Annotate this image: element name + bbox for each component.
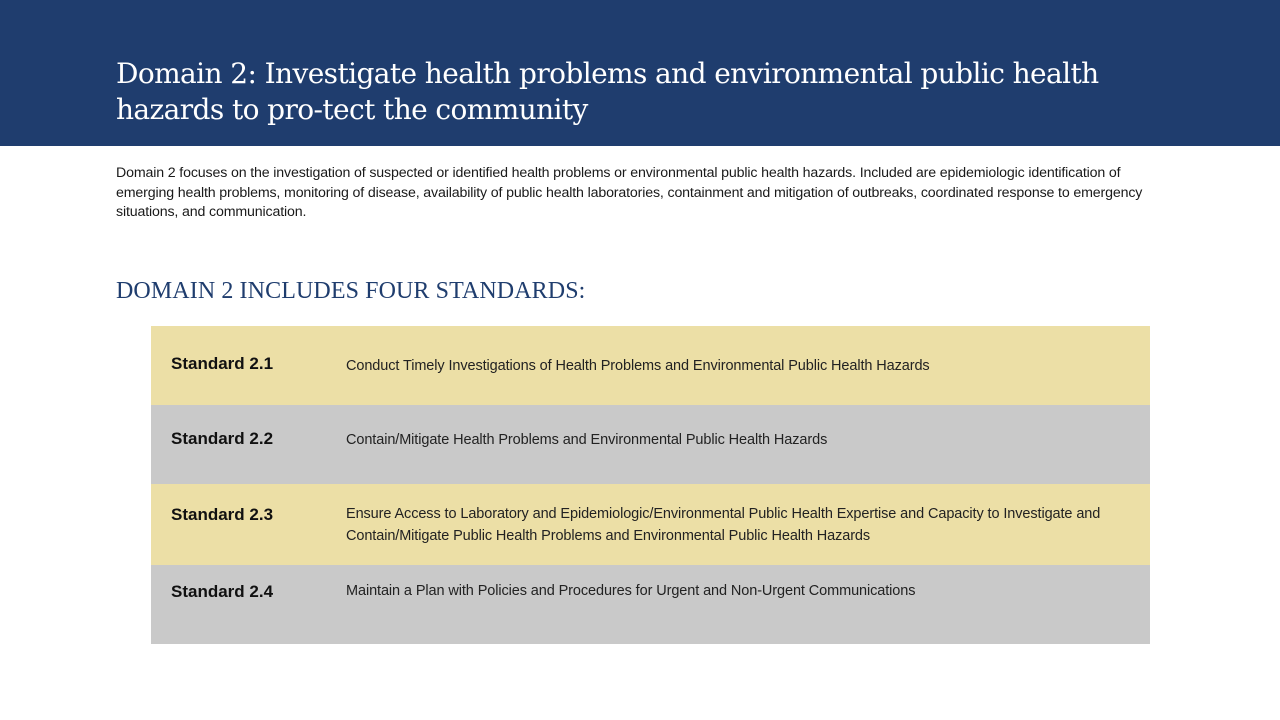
standard-description: Conduct Timely Investigations of Health Problems and Environmental Public Health Hazards [346,358,930,374]
standard-label: Standard 2.1 [171,354,274,373]
standard-row-2-4 [151,565,1150,644]
intro-paragraph: Domain 2 focuses on the investigation of suspected or identified health problems or environmental public health hazards. Included are epidemiologic identification of emerging health problems, monitoring of disease, availability of public health laboratories, containment and mitigation of outbreaks, coordinated response to emergency situations, and communication. [116,165,1143,220]
standard-row-2-1 [151,326,1150,405]
standard-label: Standard 2.3 [171,505,274,524]
standard-row-2-3 [151,484,1150,565]
standard-description: Ensure Access to Laboratory and Epidemiologic/Environmental Public Health Expertise and Capacity to Investigate and Contain/Mitigate Public Health Problems and Environmental Public Health Hazards [346,506,1101,544]
standard-label: Standard 2.4 [171,582,274,601]
standard-label: Standard 2.2 [171,429,274,448]
standard-description: Contain/Mitigate Health Problems and Environmental Public Health Hazards [346,432,828,448]
standard-description: Maintain a Plan with Policies and Procedures for Urgent and Non-Urgent Communications [346,583,916,599]
standard-row-2-2 [151,405,1150,484]
page-title: Domain 2: Investigate health problems and environmental public health hazards to pro-tect the community [116,57,1099,126]
header-banner [0,0,1280,146]
section-heading: DOMAIN 2 INCLUDES FOUR STANDARDS: [116,278,586,304]
standards-table [151,326,1150,644]
